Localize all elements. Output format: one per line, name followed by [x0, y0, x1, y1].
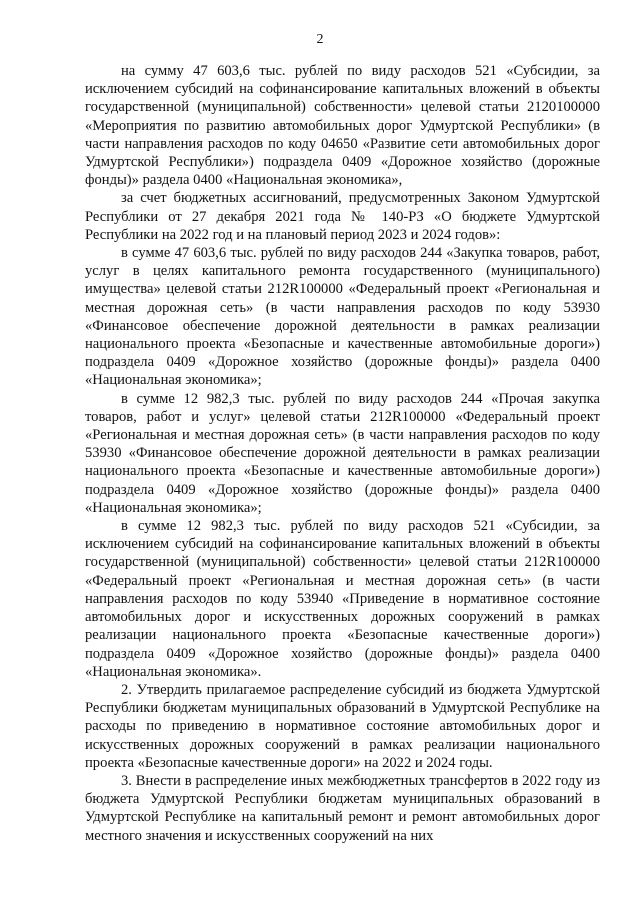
paragraph-subsidy-521-2120100000: на сумму 47 603,6 тыс. рублей по виду расходов 521 «Субсидии, за исключением субсидий на софинансирование капитальных вложений в объекты государственной (муниципальной) собственности» целевой статьи 2120100000 «Мероприятия по развитию автомобильных дорог Удмуртской Республики» (в части направления расходов по коду 04650 «Развитие сети автомобильных дорог Удмуртской Республики») подраздела 0409 «Дорожное хозяйство (дорожные фонды)» раздела 0400 «Национальная экономика»,: [85, 63, 600, 189]
paragraph-expense-244-other-purchase: в сумме 12 982,3 тыс. рублей по виду расходов 244 «Прочая закупка товаров, работ и услуг» целевой статьи 212R100000 «Федеральный проект «Региональная и местная дорожная сеть» (в части направления расходов по коду 53930 «Финансовое обеспечение дорожной деятельности в рамках реализации национального проекта «Безопасные и качественные автомобильные дороги») подраздела 0409 «Дорожное хозяйство (дорожные фонды)» раздела 0400 «Национальная экономика»;: [85, 390, 600, 516]
paragraph-budget-law-reference: за счет бюджетных ассигнований, предусмотренных Законом Удмуртской Республики от 27 декабря 2021 года № 140-РЗ «О бюджете Удмуртской Республики на 2022 год и на плановый период 2023 и 2024 годов»:: [85, 190, 600, 243]
paragraph-expense-244-capital-repair: в сумме 47 603,6 тыс. рублей по виду расходов 244 «Закупка товаров, работ, услуг в целях капитального ремонта государственного (муниципального) имущества» целевой статьи 212R100000 «Федеральный проект «Региональная и местная дорожная сеть» (в части направления расходов по коду 53930 «Финансовое обеспечение дорожной деятельности в рамках реализации национального проекта «Безопасные и качественные автомобильные дороги») подраздела 0409 «Дорожное хозяйство (дорожные фонды)» раздела 0400 «Национальная экономика»;: [85, 245, 600, 389]
document-body: [85, 62, 600, 845]
paragraph-item-2-approve-distribution: 2. Утвердить прилагаемое распределение субсидий из бюджета Удмуртской Республики бюджетам муниципальных образований в Удмуртской Республике на расходы по приведению в нормативное состояние автомобильных дорог и искусственных дорожных сооружений в рамках реализации национального проекта «Безопасные качественные дороги» на 2022 и 2024 годы.: [85, 681, 600, 771]
paragraph-item-3-amend-distribution: 3. Внести в распределение иных межбюджетных трансфертов в 2022 году из бюджета Удмуртской Республики бюджетам муниципальных образований в Удмуртской Республике на капитальный ремонт и ремонт автомобильных дорог местного значения и искусственных сооружений на них: [85, 772, 600, 844]
page-number: 2: [316, 32, 324, 47]
paragraph-expense-521-subsidies: в сумме 12 982,3 тыс. рублей по виду расходов 521 «Субсидии, за исключением субсидий на софинансирование капитальных вложений в объекты государственной (муниципальной) собственности» целевой статьи 212R100000 «Федеральный проект «Региональная и местная дорожная сеть» (в части направления расходов по коду 53940 «Приведение в нормативное состояние автомобильных дорог и искусственных дорожных сооружений в рамках реализации национального проекта «Безопасные качественные дороги») подраздела 0409 «Дорожное хозяйство (дорожные фонды)» раздела 0400 «Национальная экономика».: [85, 518, 600, 680]
